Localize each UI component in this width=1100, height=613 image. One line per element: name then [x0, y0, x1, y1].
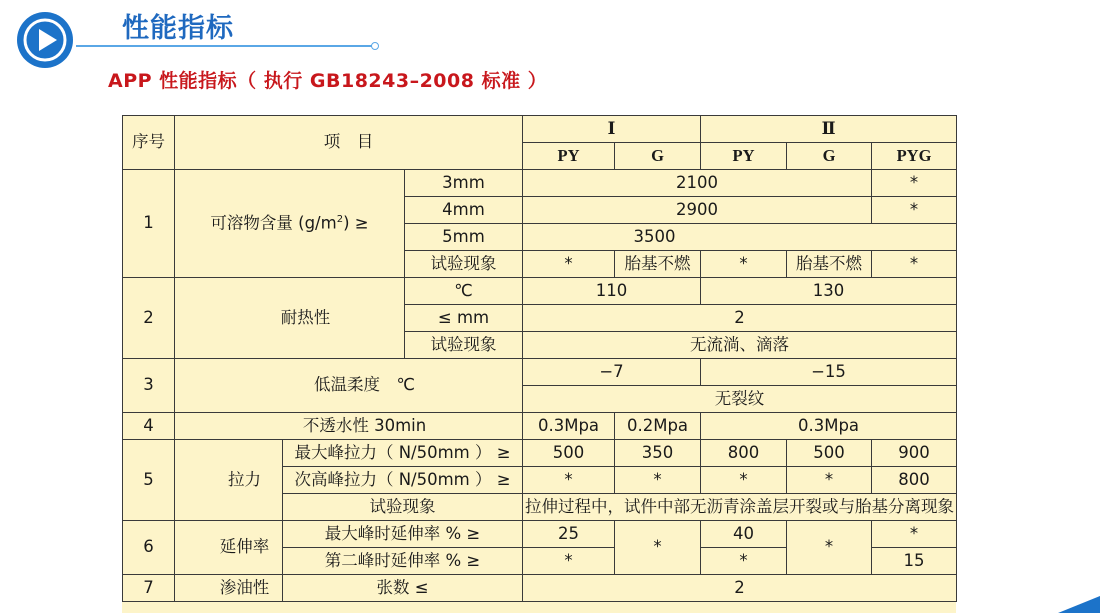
- table-cell: 0.3Mpa: [523, 413, 615, 440]
- table-row: [123, 170, 957, 197]
- row-subitem: ≤ mm: [405, 305, 523, 332]
- table-cell: *: [787, 467, 872, 494]
- table-cell: 130: [701, 278, 957, 305]
- table-cell: 2: [523, 305, 957, 332]
- table-cell: 胎基不燃: [787, 251, 872, 278]
- table-cell: 25: [523, 521, 615, 548]
- table-cell: *: [701, 548, 787, 575]
- row-subitem: 5mm: [405, 224, 523, 251]
- performance-table: [122, 115, 957, 602]
- table-cell: 无流淌、滴落: [523, 332, 957, 359]
- table-cell: 0.3Mpa: [701, 413, 957, 440]
- row-number: 1: [123, 170, 175, 278]
- table-cell: 3500: [523, 224, 957, 251]
- table-cell: *: [872, 197, 957, 224]
- row-subitem: 试验现象: [283, 494, 523, 521]
- table-cell: 拉伸过程中，试件中部无沥青涂盖层开裂或与胎基分离现象: [523, 494, 957, 521]
- row-number: 3: [123, 359, 175, 413]
- row-subitem: 4mm: [405, 197, 523, 224]
- table-cell: 110: [523, 278, 701, 305]
- table-cell: 500: [787, 440, 872, 467]
- row-number: 2: [123, 278, 175, 359]
- header-pyg: PYG: [872, 143, 957, 170]
- table-cell: 2100: [523, 170, 872, 197]
- header-g: G: [787, 143, 872, 170]
- table-cell: *: [872, 521, 957, 548]
- table-cell: *: [523, 467, 615, 494]
- table-cell: *: [615, 467, 701, 494]
- table-row: [123, 521, 957, 548]
- table-row: [123, 359, 957, 386]
- table-cell: 350: [615, 440, 701, 467]
- table-cell: *: [615, 521, 701, 575]
- row-subitem: 试验现象: [405, 332, 523, 359]
- header-item: 项 目: [175, 116, 523, 170]
- row-subitem: 第二峰时延伸率 % ≥: [283, 548, 523, 575]
- row-subitem: 最大峰拉力（ N/50mm ） ≥: [283, 440, 523, 467]
- table-cell: *: [787, 521, 872, 575]
- row-subitem: 3mm: [405, 170, 523, 197]
- table-cell: 500: [523, 440, 615, 467]
- row-subitem: 张数 ≤: [283, 575, 523, 602]
- table-cell: −7: [523, 359, 701, 386]
- table-cell: *: [701, 251, 787, 278]
- table-cell: 800: [872, 467, 957, 494]
- table-cell: 2900: [523, 197, 872, 224]
- play-circle-icon: [14, 10, 76, 70]
- row-number: 4: [123, 413, 175, 440]
- table-cell: 无裂纹: [523, 386, 957, 413]
- table-cell: 40: [701, 521, 787, 548]
- row-subitem: 最大峰时延伸率 % ≥: [283, 521, 523, 548]
- table-row: [123, 440, 957, 467]
- table-row: [123, 413, 957, 440]
- table-cell: −15: [701, 359, 957, 386]
- row-item: 耐热性: [175, 278, 405, 359]
- header-grade-1: Ⅰ: [523, 116, 701, 143]
- row-item: 渗油性: [175, 575, 283, 602]
- header-grade-2: Ⅱ: [701, 116, 957, 143]
- title-underline: [76, 45, 374, 47]
- row-item: 延伸率: [175, 521, 283, 575]
- table-header-row: [123, 116, 957, 143]
- table-cell: 15: [872, 548, 957, 575]
- table-cell: 0.2Mpa: [615, 413, 701, 440]
- table-cell: 胎基不燃: [615, 251, 701, 278]
- row-item: 拉力: [175, 440, 283, 521]
- table-row: [123, 575, 957, 602]
- corner-decoration: [1058, 596, 1100, 613]
- title-underline-dot: [371, 42, 379, 50]
- row-number: 7: [123, 575, 175, 602]
- table-cell: *: [872, 251, 957, 278]
- row-number: 5: [123, 440, 175, 521]
- header-py: PY: [701, 143, 787, 170]
- table-subtitle: APP 性能指标（ 执行 GB18243–2008 标准 ）: [108, 70, 548, 92]
- row-subitem: ℃: [405, 278, 523, 305]
- row-subitem: 次高峰拉力（ N/50mm ） ≥: [283, 467, 523, 494]
- row-item: 可溶物含量 $(g/m^2)$ ≥: [175, 170, 405, 278]
- row-item: 低温柔度 ℃: [175, 359, 523, 413]
- table-cell: *: [872, 170, 957, 197]
- row-subitem: 试验现象: [405, 251, 523, 278]
- row-item: 不透水性 30min: [175, 413, 523, 440]
- page-title: 性能指标: [122, 13, 234, 44]
- header-no: 序号: [123, 116, 175, 170]
- table-cell: 900: [872, 440, 957, 467]
- table-row: [123, 278, 957, 305]
- row-number: 6: [123, 521, 175, 575]
- table-cell: *: [523, 251, 615, 278]
- table-cell: 2: [523, 575, 957, 602]
- header-g: G: [615, 143, 701, 170]
- table-cell: 800: [701, 440, 787, 467]
- table-cell: *: [701, 467, 787, 494]
- header-py: PY: [523, 143, 615, 170]
- table-cell: *: [523, 548, 615, 575]
